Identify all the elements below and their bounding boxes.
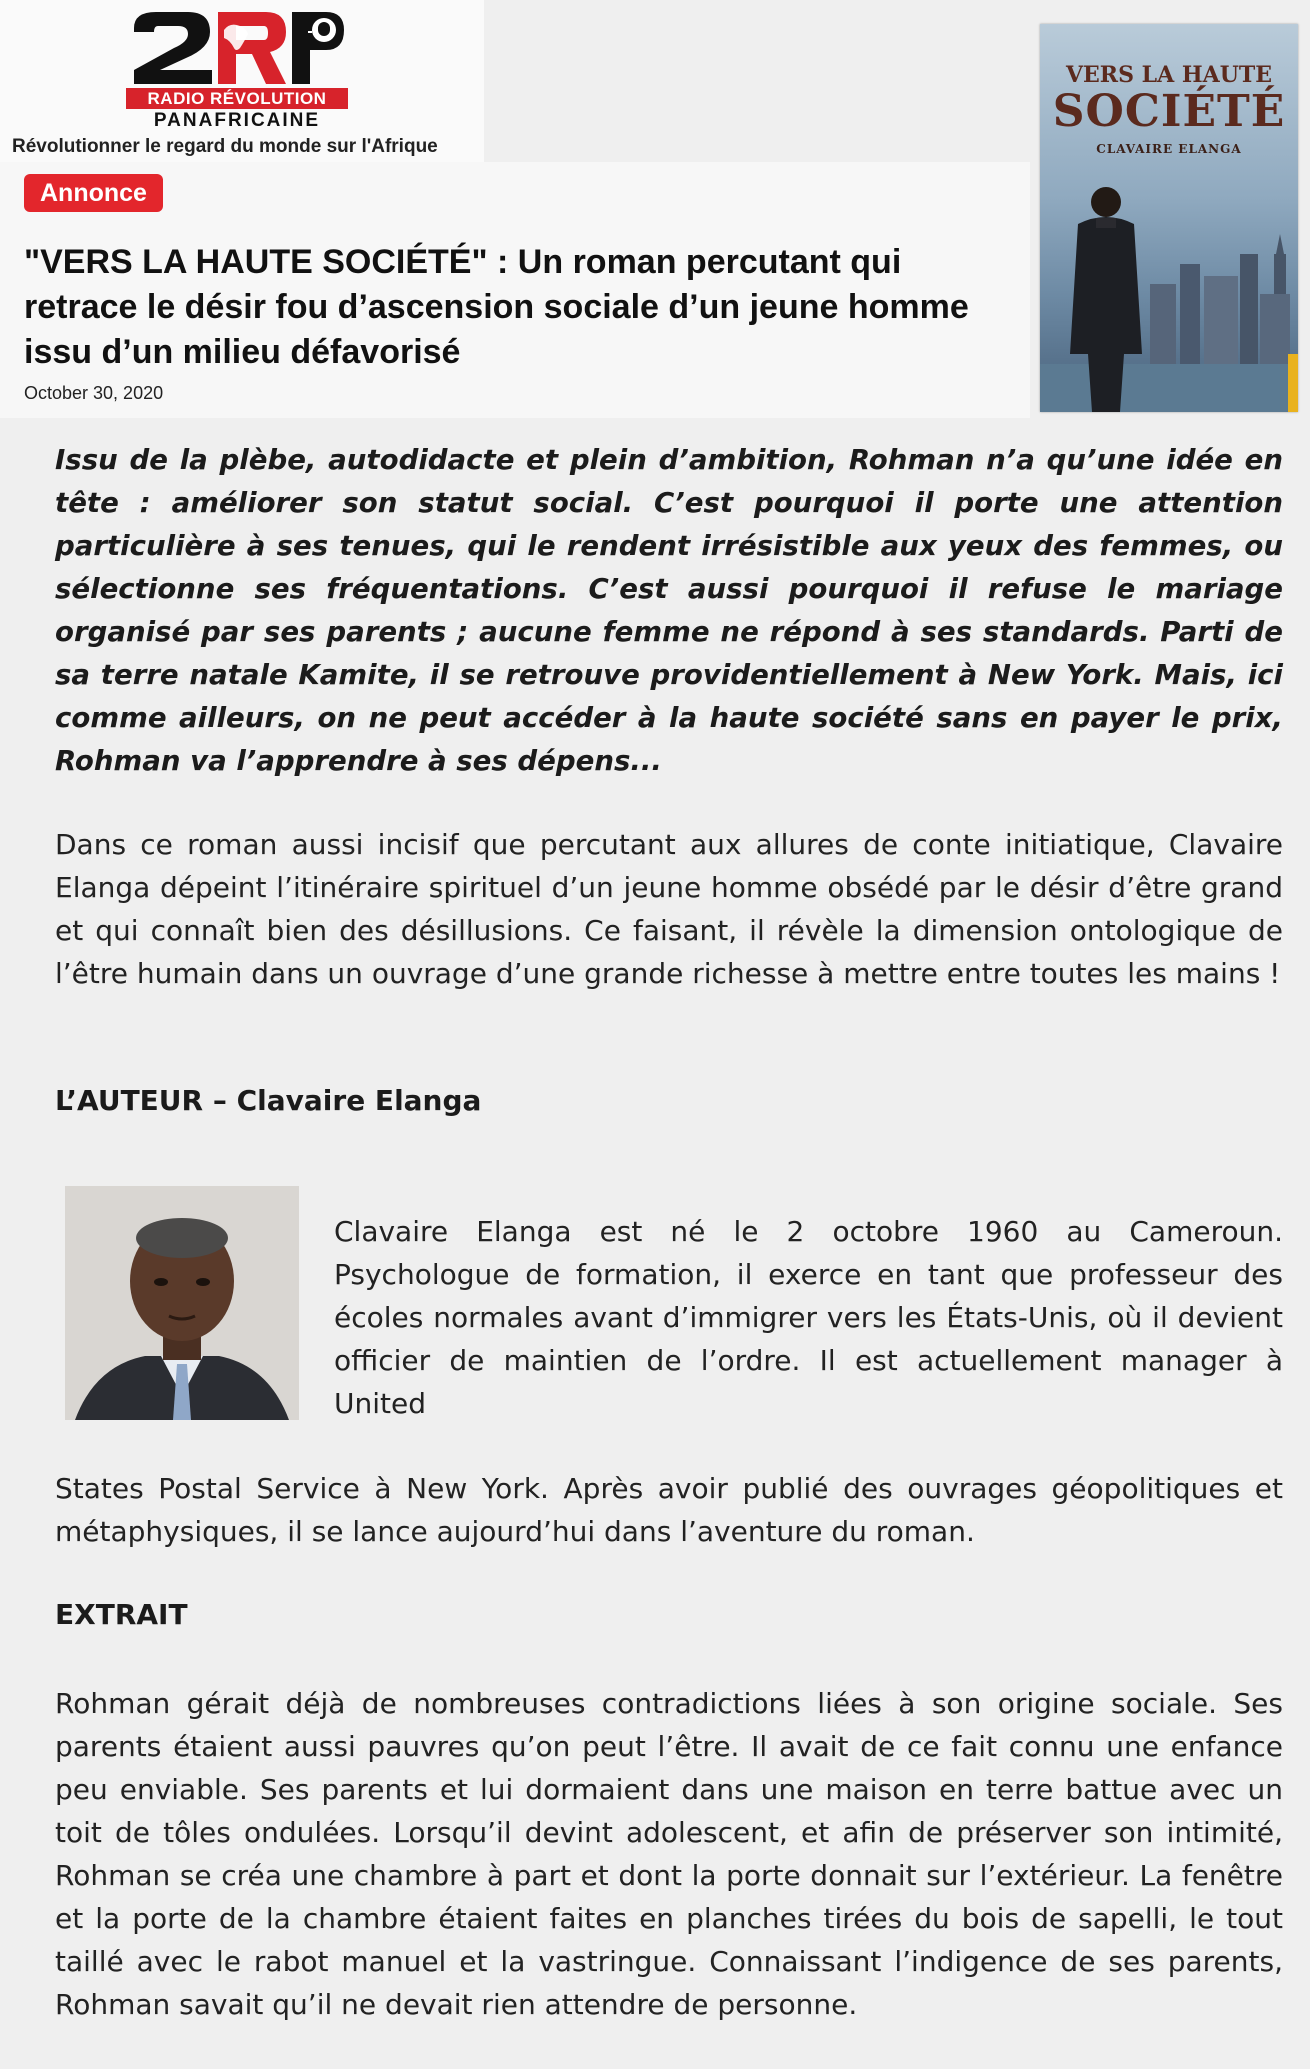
site-tagline: Révolutionner le regard du monde sur l'Afrique [12, 136, 438, 157]
author-photo [65, 1186, 299, 1420]
cover-title-line-2: SOCIÉTÉ [1052, 86, 1286, 137]
cover-author: CLAVAIRE ELANGA [1096, 142, 1242, 156]
excerpt-text: Rohman gérait déjà de nombreuses contradictions liées à son origine sociale. Ses parents étaient aussi pauvres qu’on peut l’être. Il avait de ce fait connu une enfance peu enviable. Ses parents et lui dormaient dans une maison en terre battue avec un toit de tôles ondulées. Lorsqu’il devint adolescent, et afin de préserver son intimité, Rohman se créa une chambre à part et dont la porte donnait sur l’extérieur. La fenêtre et la porte de la chambre étaient faites en planches tirées du bois de sapelli, le tout taillé avec le rabot manuel et la vastringue. Connaissant l’indigence de ses parents, Rohman savait qu’il ne devait rien attendre de personne. [55, 1687, 1283, 2021]
author-portrait-image [65, 1186, 299, 1420]
author-bio-continued: States Postal Service à New York. Après avoir publié des ouvrages géopolitiques et métaphysiques, il se lance aujourd’hui dans l’aventure du roman. [55, 1472, 1283, 1548]
author-bio: Clavaire Elanga est né le 2 octobre 1960 au Cameroun. Psychologue de formation, il exerce en tant que professeur des écoles normales avant d’immigrer vers les États-Unis, où il devient officier de maintien de l’ordre. Il est actuellement manager à United [334, 1215, 1283, 1420]
logo-letter-r [218, 12, 286, 84]
book-cover [1040, 24, 1298, 412]
logo-wordmark [126, 88, 348, 130]
category-badge[interactable]: Annonce [24, 174, 163, 212]
logo-line-1: RADIO RÉVOLUTION [126, 88, 348, 109]
logo-digit-two [134, 12, 212, 84]
excerpt-heading: EXTRAIT [55, 1598, 188, 1631]
article-date: October 30, 2020 [24, 383, 164, 403]
article-title[interactable]: "VERS LA HAUTE SOCIÉTÉ" : Un roman percutant qui retrace le désir fou d’ascension sociale d’un jeune homme issu d’un milieu défavorisé [24, 243, 969, 371]
author-heading: L’AUTEUR – Clavaire Elanga [55, 1084, 482, 1117]
article-paragraph: Dans ce roman aussi incisif que percutant aux allures de conte initiatique, Clavaire Elanga dépeint l’itinéraire spirituel d’un jeune homme obsédé par le désir d’être grand et qui connaît bien des désillusions. Ce faisant, il révèle la dimension ontologique de l’être humain dans un ouvrage d’une grande richesse à mettre entre toutes les mains ! [55, 828, 1283, 990]
logo-line-2: PANAFRICAINE [153, 110, 321, 131]
cover-title-line-1: VERS LA HAUTE [1065, 62, 1273, 88]
article-intro: Issu de la plèbe, autodidacte et plein d’ambition, Rohman n’a qu’une idée en tête : améliorer son statut social. C’est pourquoi il porte une attention particulière à ses tenues, qui le rendent irrésistible aux yeux des femmes, ou sélectionne ses fréquentations. C’est aussi pourquoi il refuse le mariage organisé par ses parents ; aucune femme ne répond à ses standards. Parti de sa terre natale Kamite, il se retrouve providentiellement à New York. Mais, ici comme ailleurs, on ne peut accéder à la haute société sans en payer le prix, Rohman va l’apprendre à ses dépens... [55, 443, 1283, 777]
